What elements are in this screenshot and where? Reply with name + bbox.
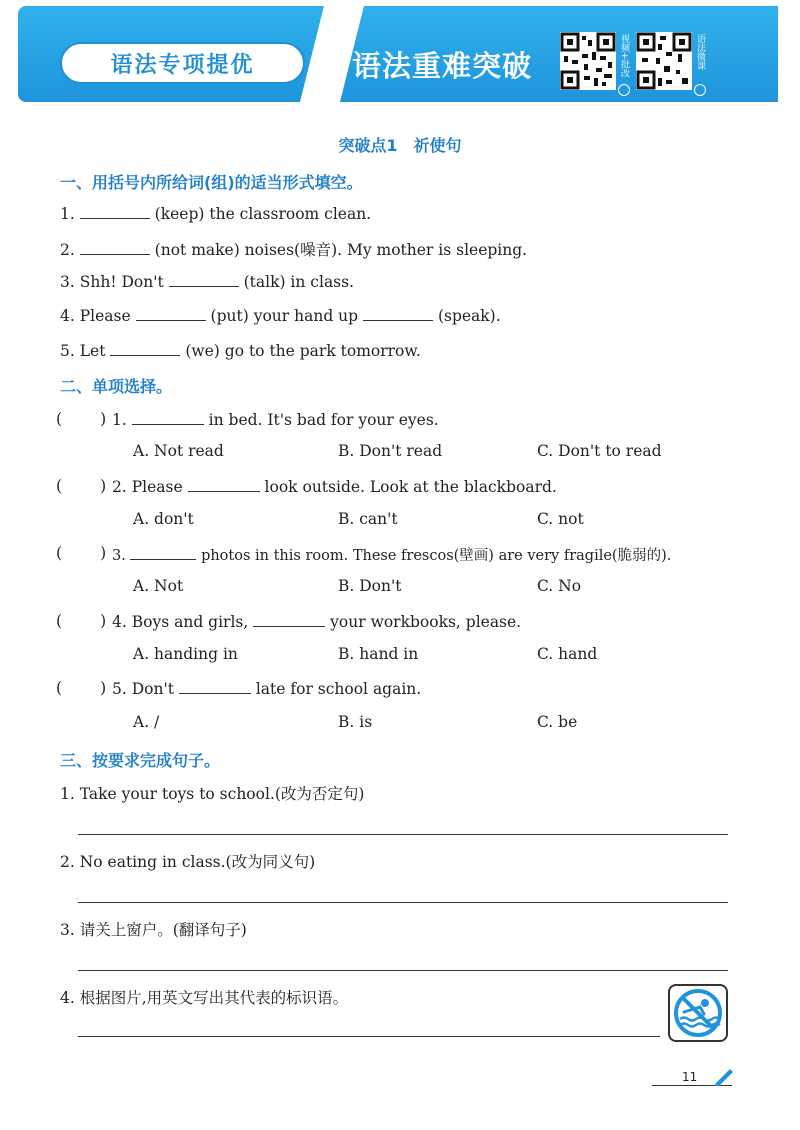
play-icon — [694, 84, 706, 96]
option-b[interactable]: B. hand in — [338, 645, 419, 663]
part3-heading: 三、按要求完成句子。 — [60, 751, 221, 770]
item-number: 4. — [60, 307, 75, 325]
play-icon — [618, 84, 630, 96]
option-c[interactable]: C. hand — [537, 645, 598, 663]
part2-heading: 二、单项选择。 — [60, 377, 173, 396]
answer-blank — [188, 477, 260, 492]
header-left-label: 语法专项提优 — [60, 42, 305, 84]
item-number: 1. — [60, 205, 75, 223]
item-text: late for school again. — [255, 680, 422, 698]
item-number: 5. — [112, 680, 127, 698]
option-a[interactable]: A. handing in — [133, 645, 238, 663]
answer-blank[interactable] — [363, 306, 433, 321]
section-title: 突破点1 祈使句 — [338, 136, 462, 155]
qr-code-icon[interactable] — [560, 32, 616, 90]
mc-question — [112, 477, 557, 496]
option-c[interactable]: C. No — [537, 577, 582, 595]
item-number: 3. — [60, 273, 75, 291]
answer-blank — [130, 545, 196, 560]
item-text: Don't — [131, 680, 174, 698]
answer-line[interactable] — [78, 834, 728, 835]
answer-blank[interactable] — [110, 341, 180, 356]
fill-item — [60, 341, 421, 360]
task-item: 2. No eating in class.(改为同义句) — [60, 853, 316, 871]
mc-question — [112, 612, 521, 631]
item-text: Let — [79, 342, 106, 360]
answer-blank — [253, 612, 325, 627]
item-text: (we) go to the park tomorrow. — [185, 342, 421, 360]
answer-blank[interactable] — [80, 240, 150, 255]
option-a[interactable]: A. / — [133, 713, 160, 731]
item-text: photos in this room. These frescos(壁画) are very fragile(脆弱的). — [201, 548, 672, 564]
mc-question — [112, 410, 439, 429]
option-c[interactable]: C. Don't to read — [537, 442, 662, 460]
task-item: 3. 请关上窗户。(翻译句子) — [60, 921, 247, 939]
answer-blank[interactable] — [136, 306, 206, 321]
paren-open: ( — [56, 410, 63, 428]
qr-code-icon[interactable] — [636, 32, 692, 90]
item-text: (speak). — [437, 307, 501, 325]
item-text: (put) your hand up — [210, 307, 359, 325]
header-title: 语法重难突破 — [352, 49, 533, 83]
option-b[interactable]: B. can't — [338, 510, 398, 528]
item-text: Boys and girls, — [131, 613, 249, 631]
paren-close: ) — [100, 612, 107, 630]
option-c[interactable]: C. not — [537, 510, 584, 528]
task-item: 1. Take your toys to school.(改为否定句) — [60, 785, 365, 803]
option-a[interactable]: A. don't — [133, 510, 194, 528]
answer-paren[interactable] — [56, 612, 106, 630]
fill-item — [60, 238, 527, 260]
item-text: (not make) noises(噪音). My mother is sleeping. — [154, 241, 528, 259]
answer-blank[interactable] — [80, 204, 150, 219]
item-number: 2. — [60, 241, 75, 259]
no-swimming-icon — [668, 984, 728, 1042]
option-c[interactable]: C. be — [537, 713, 578, 731]
paren-close: ) — [100, 679, 107, 697]
item-text: in bed. It's bad for your eyes. — [208, 411, 439, 429]
qr2-label: 语法微课 — [695, 34, 705, 70]
answer-line[interactable] — [78, 902, 728, 903]
answer-paren[interactable] — [56, 410, 106, 428]
page-number: 11 — [682, 1070, 698, 1084]
item-text: Shh! Don't — [79, 273, 164, 291]
page-header — [0, 0, 800, 108]
answer-blank — [132, 410, 204, 425]
item-number: 4. — [112, 613, 127, 631]
fill-item — [60, 306, 501, 325]
mc-question — [112, 544, 671, 565]
item-number: 3. — [112, 548, 126, 564]
item-number: 5. — [60, 342, 75, 360]
option-b[interactable]: B. Don't — [338, 577, 402, 595]
option-a[interactable]: A. Not read — [133, 442, 224, 460]
item-text: (keep) the classroom clean. — [154, 205, 372, 223]
paren-close: ) — [100, 410, 107, 428]
option-b[interactable]: B. Don't read — [338, 442, 443, 460]
answer-paren[interactable] — [56, 679, 106, 697]
item-number: 2. — [112, 478, 127, 496]
option-b[interactable]: B. is — [338, 713, 373, 731]
task-item: 4. 根据图片,用英文写出其代表的标识语。 — [60, 989, 349, 1007]
paren-open: ( — [56, 612, 63, 630]
item-text: look outside. Look at the blackboard. — [264, 478, 557, 496]
qr1-label: 视频+批改 — [619, 34, 629, 78]
option-a[interactable]: A. Not — [133, 577, 184, 595]
answer-paren[interactable] — [56, 477, 106, 495]
item-text: Please — [79, 307, 131, 325]
paren-open: ( — [56, 679, 63, 697]
paren-open: ( — [56, 477, 63, 495]
mc-question — [112, 679, 421, 698]
answer-line[interactable] — [78, 970, 728, 971]
answer-paren[interactable] — [56, 544, 106, 562]
item-text: (talk) in class. — [243, 273, 355, 291]
part1-heading: 一、用括号内所给词(组)的适当形式填空。 — [60, 173, 363, 192]
item-text: your workbooks, please. — [330, 613, 522, 631]
fill-item — [60, 204, 371, 223]
item-text: Please — [131, 478, 183, 496]
paren-close: ) — [100, 477, 107, 495]
answer-line[interactable] — [78, 1036, 660, 1037]
fill-item — [60, 272, 354, 291]
pencil-icon — [712, 1066, 736, 1086]
item-number: 1. — [112, 411, 127, 429]
answer-blank — [179, 679, 251, 694]
answer-blank[interactable] — [169, 272, 239, 287]
paren-close: ) — [100, 544, 107, 562]
paren-open: ( — [56, 544, 63, 562]
